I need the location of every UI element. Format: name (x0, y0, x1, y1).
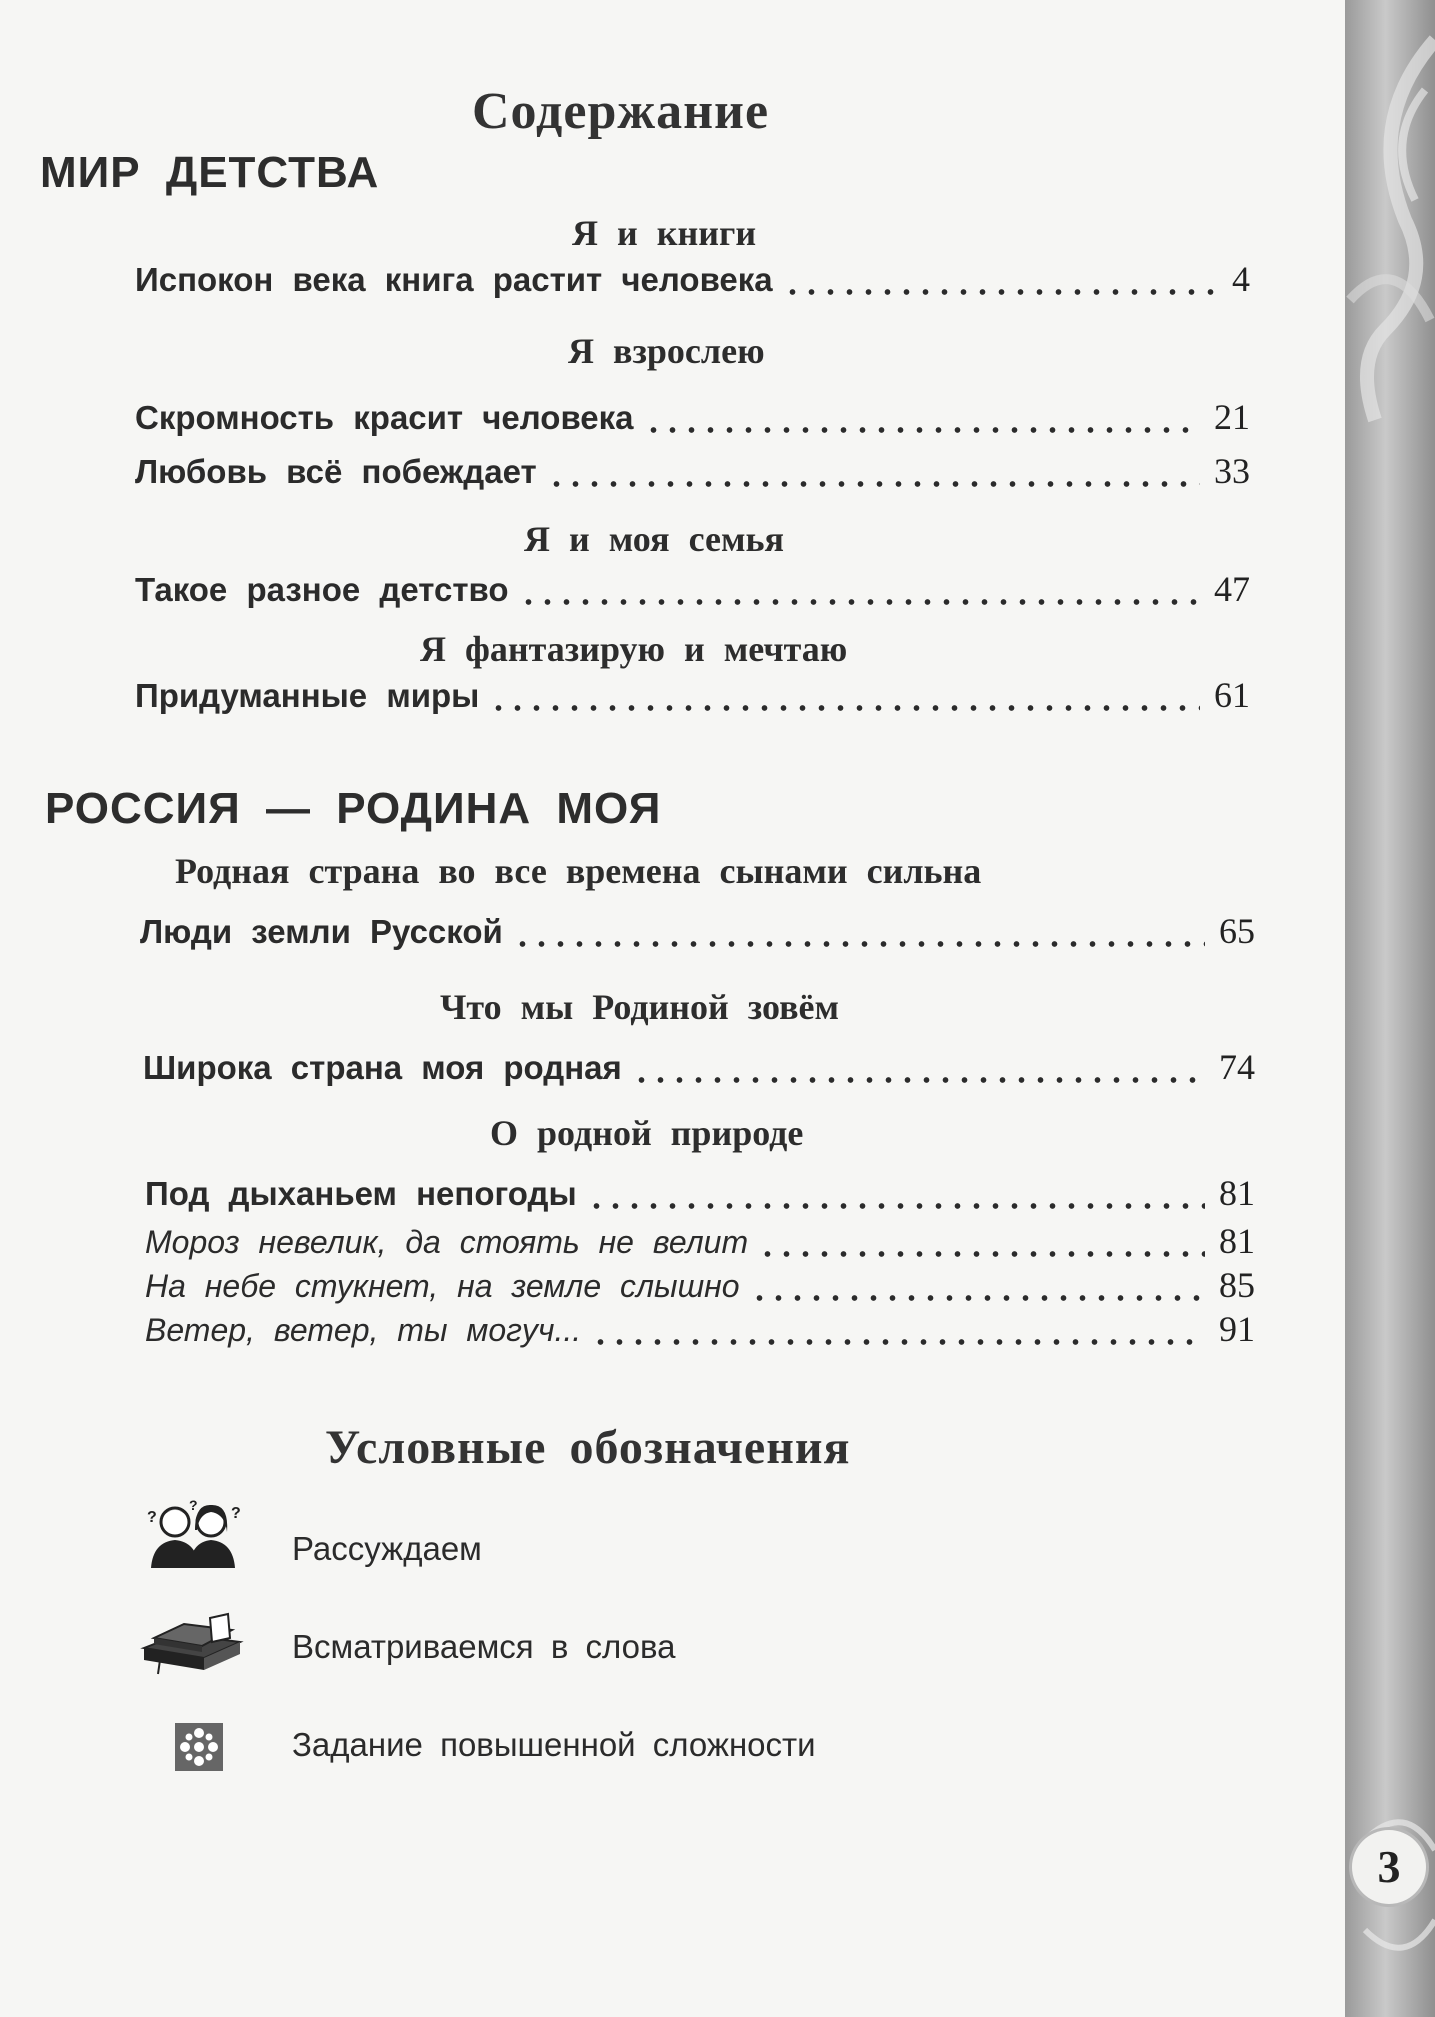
dot-leader (644, 426, 1200, 434)
toc-entry-page: 91 (1219, 1309, 1255, 1349)
snowflake-square-icon (174, 1722, 224, 1772)
toc-entry[interactable] (135, 568, 1250, 616)
toc-entry-page: 85 (1219, 1265, 1255, 1305)
toc-entry-page: 81 (1219, 1221, 1255, 1261)
toc-entry-title: Люди земли Русской (140, 913, 503, 950)
toc-entry[interactable] (145, 1308, 1255, 1356)
toc-entry-page: 81 (1219, 1173, 1255, 1213)
dot-leader (750, 1294, 1205, 1302)
toc-entry[interactable] (145, 1172, 1255, 1220)
books-icon (140, 1608, 245, 1676)
legend-label-discussion: Рассуждаем (292, 1530, 482, 1567)
decorative-sidebar (1345, 0, 1435, 2017)
svg-text:?: ? (189, 1500, 198, 1513)
dot-leader (547, 480, 1200, 488)
toc-entry[interactable] (145, 1264, 1255, 1312)
toc-entry-page: 47 (1214, 569, 1250, 609)
discussion-icon (145, 1500, 243, 1570)
ornament-icon (1345, 0, 1435, 2017)
toc-entry-title: Под дыханьем непогоды (145, 1175, 577, 1212)
page-number: 3 (1352, 1830, 1426, 1904)
toc-entry[interactable] (135, 396, 1250, 444)
dot-leader (783, 288, 1218, 296)
dot-leader (489, 704, 1200, 712)
dot-leader (587, 1202, 1205, 1210)
svg-text:?: ? (147, 1509, 157, 1526)
toc-entry-title: Испокон века книга растит человека (135, 261, 773, 298)
toc-entry[interactable] (143, 1046, 1255, 1094)
group-heading: Родная страна во все времена сынами сильна (175, 851, 982, 891)
dot-leader (519, 598, 1201, 606)
toc-entry[interactable] (145, 1220, 1255, 1268)
toc-entry-page: 33 (1214, 451, 1250, 491)
toc-entry-title: Скромность красит человека (135, 399, 634, 436)
toc-entry-title: Ветер, ветер, ты могуч... (145, 1312, 582, 1348)
toc-entry-title: Придуманные миры (135, 677, 480, 714)
toc-entry-page: 65 (1219, 911, 1255, 951)
dot-leader (591, 1338, 1205, 1346)
legend-label-difficulty: Задание повышенной сложности (292, 1726, 816, 1763)
toc-entry-title: Мороз невелик, да стоять не велит (145, 1224, 749, 1260)
dot-leader (632, 1076, 1205, 1084)
toc-entry-title: Такое разное детство (135, 571, 509, 608)
toc-entry-page: 21 (1214, 397, 1250, 437)
legend-label-books: Всматриваемся в слова (292, 1628, 676, 1665)
contents-title: Содержание (472, 83, 770, 140)
svg-text:?: ? (231, 1505, 241, 1522)
toc-entry-title: Широка страна моя родная (143, 1049, 622, 1086)
toc-entry-page: 4 (1232, 259, 1250, 299)
toc-entry[interactable] (140, 910, 1255, 958)
dot-leader (513, 940, 1205, 948)
toc-entry-page: 61 (1214, 675, 1250, 715)
group-heading: Я взрослею (568, 331, 765, 371)
group-heading: Я и моя семья (524, 519, 785, 559)
legend-title: Условные обозначения (325, 1421, 851, 1474)
toc-entry[interactable] (135, 450, 1250, 498)
toc-entry-title: Любовь всё побеждает (135, 453, 537, 490)
toc-entry-title: На небе стукнет, на земле слышно (145, 1268, 740, 1304)
group-heading: О родной природе (490, 1113, 804, 1153)
dot-leader (758, 1250, 1205, 1258)
toc-entry-page: 74 (1219, 1047, 1255, 1087)
group-heading: Я и книги (572, 213, 757, 253)
section-title-rossiya: РОССИЯ — РОДИНА МОЯ (45, 784, 662, 833)
toc-entry[interactable] (135, 674, 1250, 722)
toc-entry[interactable] (135, 258, 1250, 306)
group-heading: Я фантазирую и мечтаю (420, 629, 848, 669)
group-heading: Что мы Родиной зовём (440, 987, 840, 1027)
section-title-mir-detstva: МИР ДЕТСТВА (40, 148, 380, 197)
